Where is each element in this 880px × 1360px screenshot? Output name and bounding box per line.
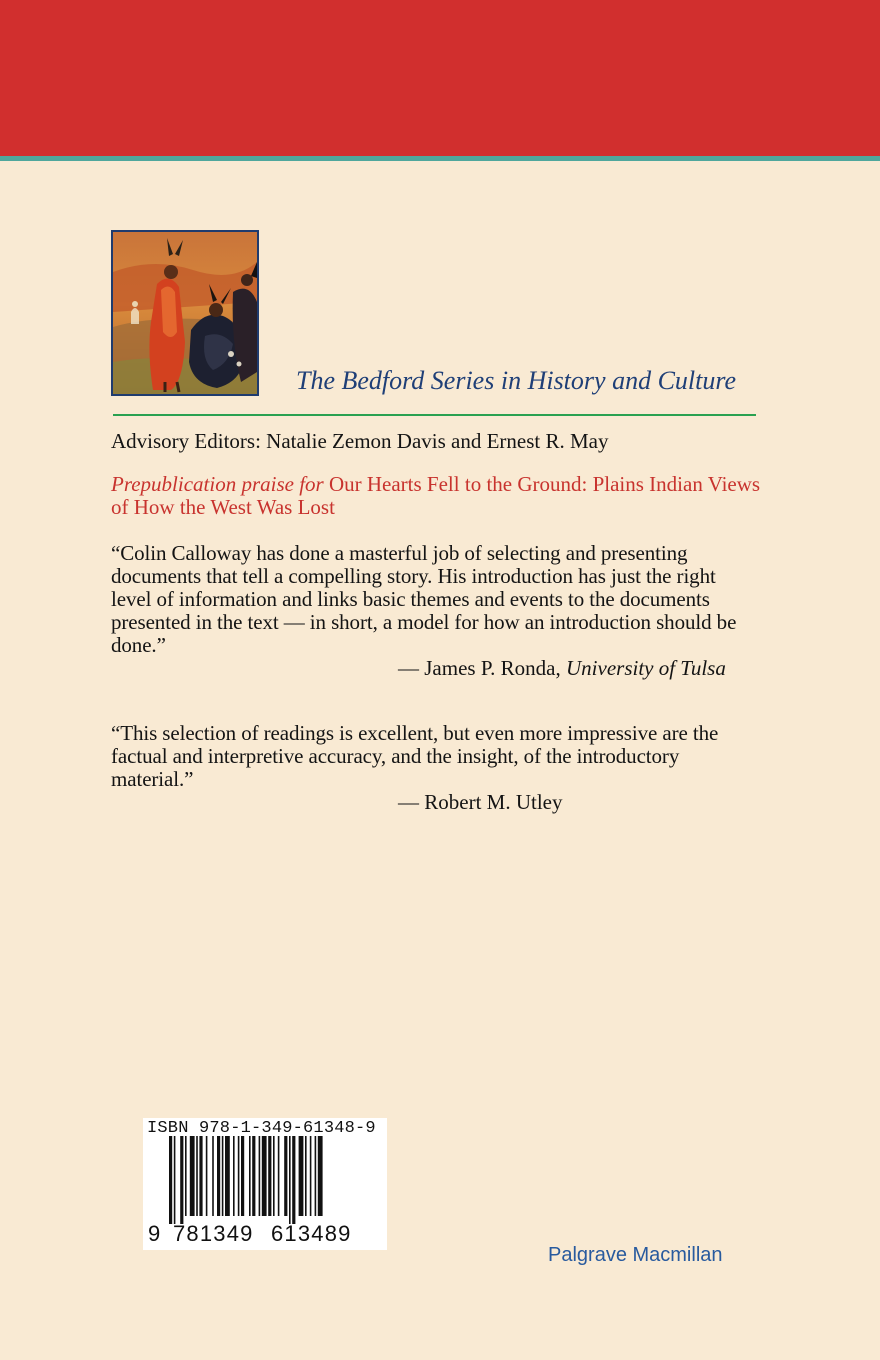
barcode-bar (315, 1136, 317, 1216)
barcode-bar (233, 1136, 235, 1216)
barcode-bar (241, 1136, 244, 1216)
barcode-bar (196, 1136, 198, 1216)
ean-left-digits: 781349 (173, 1221, 254, 1246)
barcode-bar (305, 1136, 307, 1216)
top-red-band (0, 0, 880, 156)
barcode-bar (217, 1136, 220, 1216)
advisory-editors: Advisory Editors: Natalie Zemon Davis and Ernest R. May (111, 429, 609, 453)
attribution-affiliation-1: University of Tulsa (566, 656, 726, 680)
barcode-bar (268, 1136, 271, 1216)
barcode-bar (185, 1136, 187, 1216)
barcode-bar (284, 1136, 287, 1216)
barcode-bar (199, 1136, 202, 1216)
barcode-bar (299, 1136, 304, 1216)
ean-first-digit: 9 (148, 1221, 161, 1246)
barcode-bar (262, 1136, 267, 1216)
barcode-bar (273, 1136, 275, 1216)
barcode-bar (310, 1136, 312, 1216)
green-divider-rule (113, 414, 756, 416)
blurb-quote-1: “Colin Calloway has done a masterful job of selecting and presenting documents that tell a compelling story. His introduction has just the right level of information and links basic themes and events to the documents presented in the text — in short, a model for how an introduction should be done.” (111, 541, 737, 657)
cover-painting-image (111, 230, 259, 396)
praised-book-title: Our Hearts Fell to the Ground: Plains Indian Views of How the West Was Lost (111, 472, 761, 519)
barcode-bar (212, 1136, 214, 1216)
praise-lead: Prepublication praise for (111, 472, 324, 496)
publisher-name: Palgrave Macmillan (548, 1244, 723, 1266)
barcode-bar (190, 1136, 195, 1216)
barcode-bar (206, 1136, 208, 1216)
top-accent-stripe (0, 156, 880, 161)
barcode-image (143, 1118, 387, 1250)
barcode-bar (249, 1136, 251, 1216)
blurb-attribution-2: — Robert M. Utley (398, 790, 563, 814)
barcode-bar (259, 1136, 261, 1216)
barcode-bar (252, 1136, 255, 1216)
barcode-bar (289, 1136, 291, 1224)
praise-heading (111, 473, 771, 519)
barcode-bar (318, 1136, 323, 1216)
barcode-bar (169, 1136, 172, 1224)
attribution-name-1: — James P. Ronda, (398, 656, 561, 680)
blurb-quote-2: “This selection of readings is excellent, but even more impressive are the factual and interpretive accuracy, and the insight, of the introductory material.” (111, 721, 719, 791)
barcode-bar (180, 1136, 183, 1224)
barcode-bar (174, 1136, 176, 1224)
barcode-bar (222, 1136, 224, 1216)
isbn-label: ISBN 978-1-349-61348-9 (147, 1119, 376, 1138)
barcode-bar (292, 1136, 295, 1224)
ean-right-digits: 613489 (271, 1221, 352, 1246)
barcode-bar (238, 1136, 240, 1216)
series-title: The Bedford Series in History and Culture (296, 366, 737, 395)
blurb-attribution-1 (398, 656, 726, 681)
barcode-bar (278, 1136, 280, 1216)
barcode-bar (225, 1136, 230, 1216)
